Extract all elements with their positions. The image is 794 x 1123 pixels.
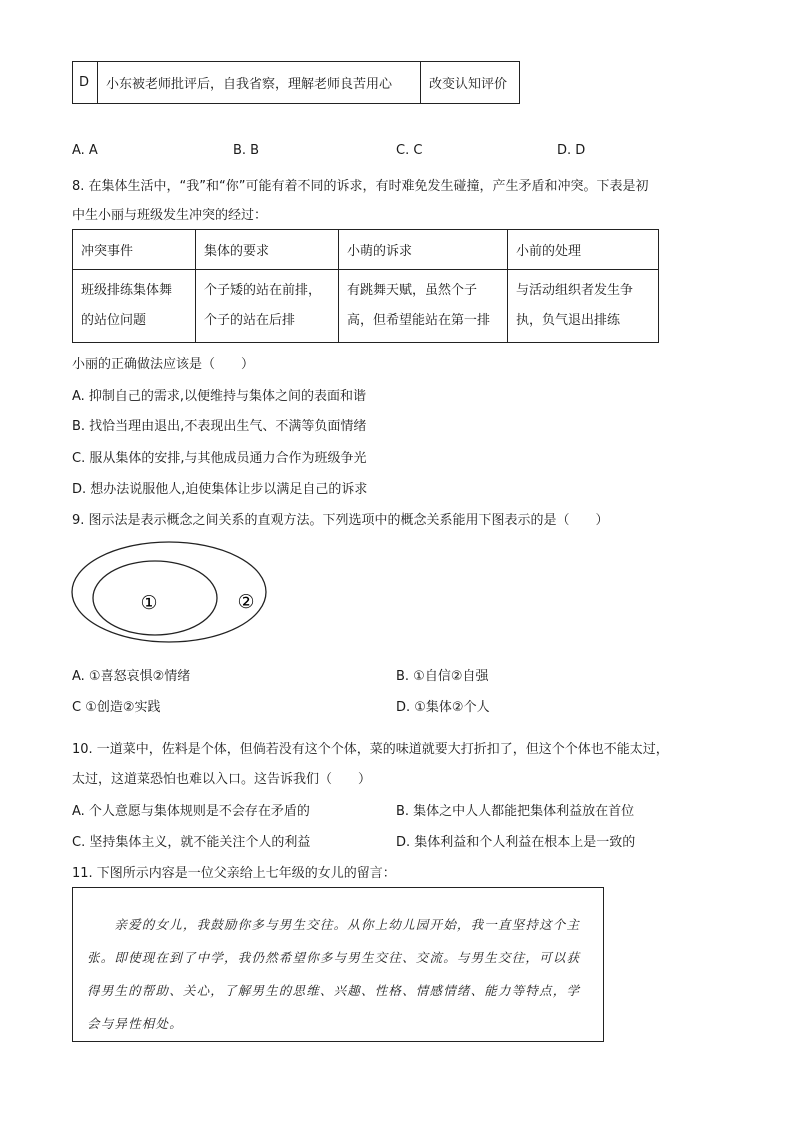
q9-inner-label: ① — [140, 592, 158, 614]
q8-header-handling: 小前的处理 — [508, 230, 659, 270]
q7-option-a: A. A — [72, 143, 98, 158]
q8-cell-requirement — [196, 270, 339, 343]
q8-cell-requirement-line2: 个子的站在后排 — [204, 313, 296, 328]
q7-option-c: C. C — [396, 143, 423, 158]
table-row — [73, 270, 659, 343]
q8-cell-appeal-line1: 有跳舞天赋，虽然个子 — [347, 283, 478, 298]
q7-row-method: 改变认知评价 — [421, 62, 520, 104]
q11-letter-line4: 会与异性相处。 — [87, 1016, 183, 1031]
table-header-row — [73, 230, 659, 270]
q8-cell-appeal — [339, 270, 508, 343]
q7-row-letter: D — [73, 62, 98, 104]
q8-option-b: B. 找恰当理由退出,不表现出生气、不满等负面情绪 — [72, 419, 367, 434]
q9-option-a: A. ①喜怒哀惧②情绪 — [72, 669, 191, 684]
q11-letter-line3: 得男生的帮助、关心，了解男生的思维、兴趣、性格、情感情绪、能力等特点，学 — [87, 983, 581, 998]
q8-cell-event-line1: 班级排练集体舞 — [81, 283, 173, 298]
q9-stem: 9. 图示法是表示概念之间关系的直观方法。下列选项中的概念关系能用下图表示的是（ ） — [72, 513, 609, 528]
q8-option-c: C. 服从集体的安排,与其他成员通力合作为班级争光 — [72, 451, 367, 466]
q9-outer-label: ② — [237, 591, 255, 613]
q8-cell-appeal-line2: 高，但希望能站在第一排 — [347, 313, 491, 328]
q9-option-b: B. ①自信②自强 — [396, 669, 489, 684]
q8-cell-handling-line2: 执，负气退出排练 — [516, 313, 621, 328]
q10-option-b: B. 集体之中人人都能把集体利益放在首位 — [396, 804, 635, 819]
table-row — [73, 62, 520, 104]
q8-cell-handling — [508, 270, 659, 343]
q8-header-appeal: 小萌的诉求 — [339, 230, 508, 270]
q10-stem-line2: 太过，这道菜恐怕也难以入口。这告诉我们（ ） — [72, 772, 372, 787]
q7-option-d: D. D — [557, 143, 586, 158]
q8-cell-event — [73, 270, 196, 343]
q8-cell-handling-line1: 与活动组织者发生争 — [516, 283, 634, 298]
q7-table — [72, 61, 520, 104]
q8-stem-line2: 中生小丽与班级发生冲突的经过： — [72, 208, 268, 223]
q8-option-a: A. 抑制自己的需求,以便维持与集体之间的表面和谐 — [72, 389, 367, 404]
q11-letter-box — [72, 887, 604, 1042]
q7-option-b: B. B — [233, 143, 260, 158]
q8-header-requirement: 集体的要求 — [196, 230, 339, 270]
q11-letter-line1: 亲爱的女儿，我鼓励你多与男生交往。从你上幼儿园开始，我一直坚持这个主 — [87, 917, 581, 932]
q9-option-c: C ①创造②实践 — [72, 700, 161, 715]
q9-venn-diagram — [70, 537, 276, 645]
q8-cell-event-line2: 的站位问题 — [81, 313, 147, 328]
q9-option-d: D. ①集体②个人 — [396, 700, 490, 715]
q8-table — [72, 229, 659, 343]
q7-row-content: 小东被老师批评后，自我省察，理解老师良苦用心 — [98, 62, 421, 104]
q11-letter-line2: 张。即使现在到了中学，我仍然希望你多与男生交往、交流。与男生交往，可以获 — [87, 950, 581, 965]
q10-option-d: D. 集体利益和个人利益在根本上是一致的 — [396, 835, 636, 850]
q10-option-c: C. 坚持集体主义，就不能关注个人的利益 — [72, 835, 311, 850]
q11-stem: 11. 下图所示内容是一位父亲给上七年级的女儿的留言： — [72, 866, 396, 881]
q8-cell-requirement-line1: 个子矮的站在前排， — [204, 283, 322, 298]
q10-stem-line1: 10. 一道菜中，佐料是个体，但倘若没有这个个体，菜的味道就要大打折扣了，但这个个体也不能太过， — [72, 742, 669, 757]
q8-stem-line1: 8. 在集体生活中，“我”和“你”可能有着不同的诉求，有时难免发生碰撞，产生矛盾和冲突。下表是初 — [72, 179, 649, 194]
q8-question: 小丽的正确做法应该是（ ） — [72, 357, 255, 372]
q8-option-d: D. 想办法说服他人,迫使集体让步以满足自己的诉求 — [72, 482, 368, 497]
q10-option-a: A. 个人意愿与集体规则是不会存在矛盾的 — [72, 804, 310, 819]
q8-header-event: 冲突事件 — [73, 230, 196, 270]
